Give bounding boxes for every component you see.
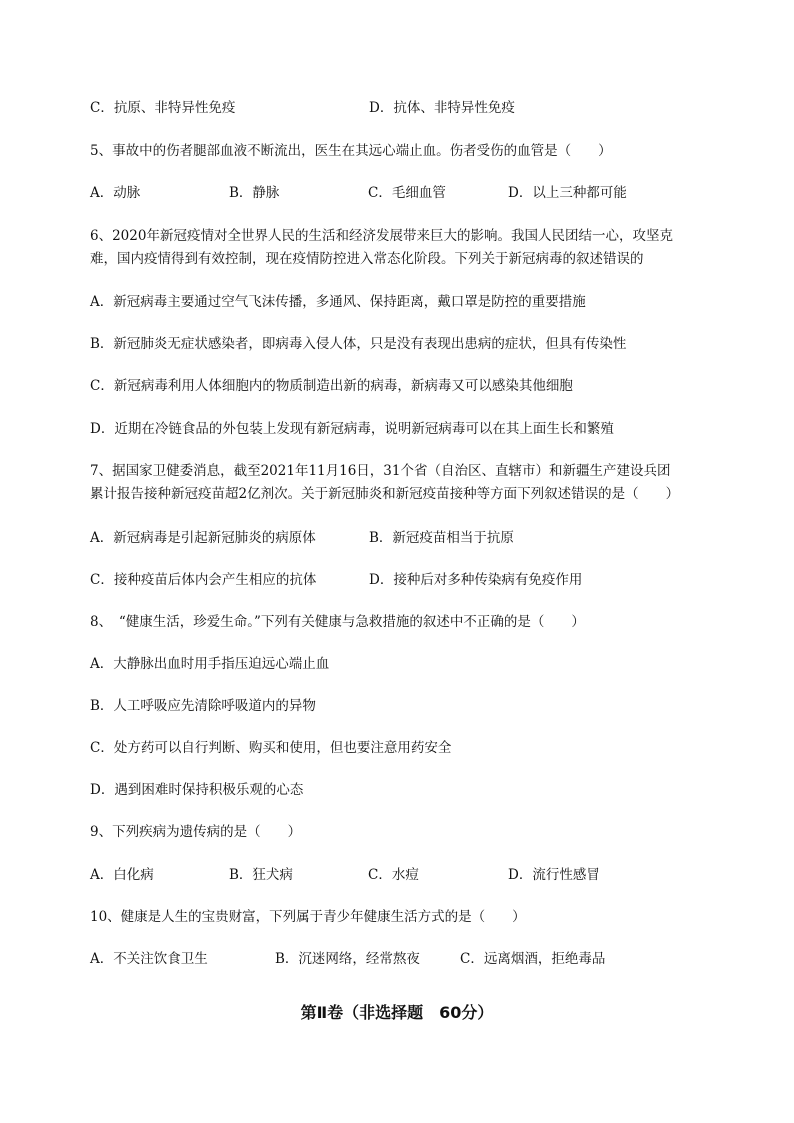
q6-option-a: A．新冠病毒主要通过空气飞沫传播，多通风、保持距离，戴口罩是防控的重要措施	[90, 294, 586, 310]
q6-option-d: D．近期在冷链食品的外包装上发现有新冠病毒，说明新冠病毒可以在其上面生长和繁殖	[90, 421, 614, 437]
q7-option-a: A．新冠病毒是引起新冠肺炎的病原体	[90, 530, 316, 546]
q9-option-a: A．白化病	[90, 867, 154, 883]
q5-option-a: A．动脉	[90, 185, 141, 201]
q7-option-d: D．接种后对多种传染病有免疫作用	[369, 572, 583, 588]
q10-option-c: C．远离烟酒，拒绝毒品	[460, 951, 606, 967]
q5-option-c: C．毛细血管	[368, 185, 446, 201]
q8-option-a: A．大静脉出血时用手指压迫远心端止血	[90, 656, 330, 672]
q4-option-c: C．抗原、非特异性免疫	[90, 100, 236, 116]
q5-option-b: B．静脉	[229, 185, 280, 201]
q9-option-c: C．水痘	[368, 867, 419, 883]
q10-option-b: B．沉迷网络，经常熬夜	[275, 951, 420, 967]
q8-option-c: C．处方药可以自行判断、购买和使用，但也要注意用药安全	[90, 740, 452, 756]
q4-option-d: D．抗体、非特异性免疫	[369, 100, 515, 116]
q6-option-c: C．新冠病毒利用人体细胞内的物质制造出新的病毒，新病毒又可以感染其他细胞	[90, 378, 573, 394]
q7-option-b: B．新冠疫苗相当于抗原	[369, 530, 514, 546]
q9-option-b: B．狂犬病	[229, 867, 293, 883]
q9-stem: 9、下列疾病为遗传病的是（ ）	[90, 824, 302, 840]
q8-stem: 8、 “健康生活，珍爱生命。”下列有关健康与急救措施的叙述中不正确的是（ ）	[90, 614, 585, 630]
section-title: 第Ⅱ卷（非选择题 60分）	[300, 1003, 494, 1022]
q5-option-d: D．以上三种都可能	[508, 185, 627, 201]
q8-option-d: D．遇到困难时保持积极乐观的心态	[90, 782, 304, 798]
q10-option-a: A．不关注饮食卫生	[90, 951, 208, 967]
q7-option-c: C．接种疫苗后体内会产生相应的抗体	[90, 572, 317, 588]
q8-option-b: B．人工呼吸应先清除呼吸道内的异物	[90, 698, 316, 714]
q9-option-d: D．流行性感冒	[508, 867, 600, 883]
q6-option-b: B．新冠肺炎无症状感染者，即病毒入侵人体，只是没有表现出患病的症状，但具有传染性	[90, 336, 627, 352]
q10-stem: 10、健康是人生的宝贵财富，下列属于青少年健康生活方式的是（ ）	[90, 909, 526, 925]
q7-stem-line1: 7、据国家卫健委消息，截至2021年11月16日，31个省（自治区、直辖市）和新疆生产建设兵团	[90, 463, 671, 479]
q6-stem-line1: 6、2020年新冠疫情对全世界人民的生活和经济发展带来巨大的影响。我国人民团结一心，攻坚克	[90, 228, 673, 244]
q7-stem-line2: 累计报告接种新冠疫苗超2亿剂次。关于新冠肺炎和新冠疫苗接种等方面下列叙述错误的是（ ）	[90, 486, 680, 502]
q5-stem: 5、事故中的伤者腿部血液不断流出，医生在其远心端止血。伤者受伤的血管是（ ）	[90, 143, 612, 159]
q6-stem-line2: 难，国内疫情得到有效控制，现在疫情防控进入常态化阶段。下列关于新冠病毒的叙述错误的	[90, 251, 644, 267]
